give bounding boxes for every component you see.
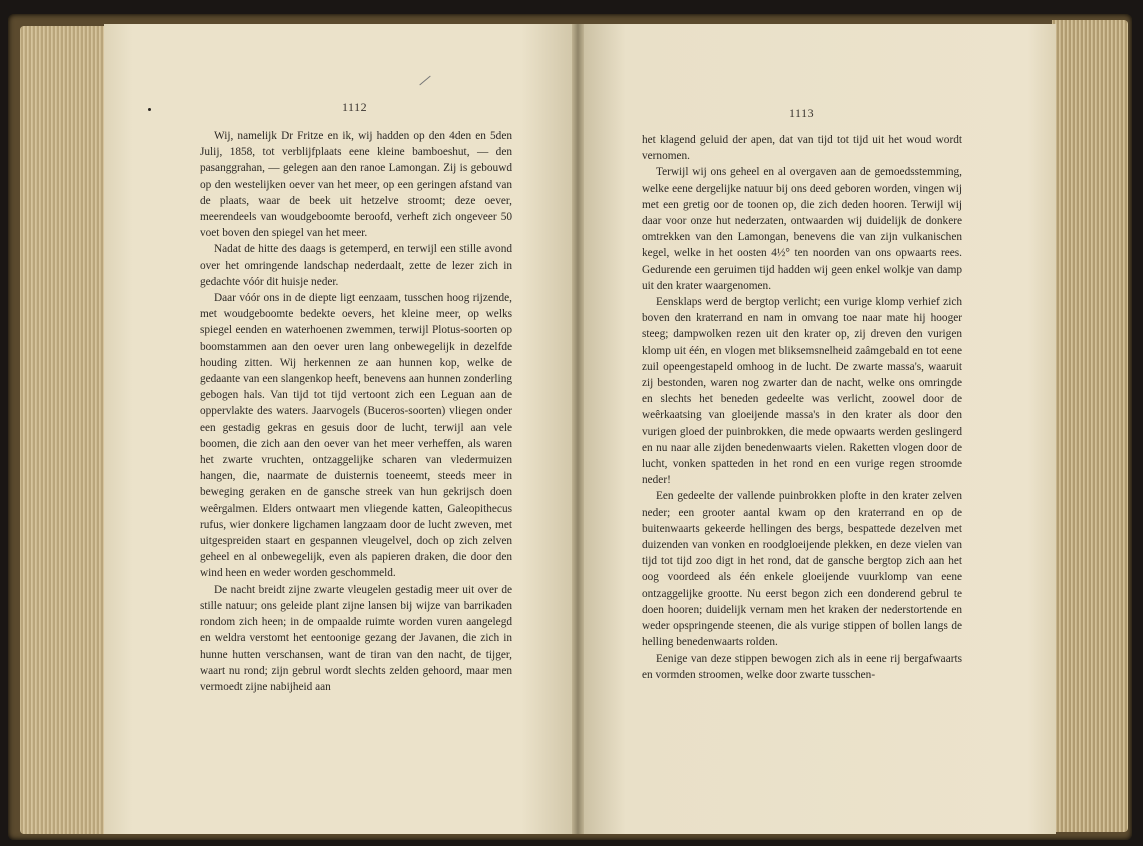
page-edges-left: [20, 26, 112, 834]
paragraph: Een gedeelte der vallende puinbrokken plofte in den krater zelven neder; een grooter aantal kwam op den kraterrand en op de buitenwaarts gekeerde hellingen des bergs, bespattede dezelven met duizenden van vonken en roodgloeijende plekken, en deze vielen van tijd tot tijd zoo digt in het rond, dat de gansche bergtop zich aan het oog voordeed als één enkele gloeijende vuurklomp van eene ontzaggelijke grootte. Nu eerst begon zich een donderend gebrul te doen hooren; duidelijk vernam men het kraken der nederstortende en weder opspringende steenen, die als vurige stippen of bollen langs de helling benedenwaarts rolden.: [642, 490, 962, 649]
paragraph: Eenige van deze stippen bewogen zich als in eene rij bergafwaarts en vormden stroomen, welke door zwarte tusschen-: [642, 652, 962, 681]
paragraph: De nacht breidt zijne zwarte vleugelen gestadig meer uit over de stille natuur; ons geleide plant zijne lansen bij wijze van barrikaden rondom zich heen; in de ompaalde ruimte worden vuren aangelegd en weldra verstomt het eentoonige gezang der Javanen, die zich in hunne hutten verschansen, want de tiran van den nacht, de tijger, waart nu rond; zijn gebrul wordt slechts zelden gehoord, maar men vermoedt zijne nabijheid aan: [200, 583, 512, 693]
paragraph: Eensklaps werd de bergtop verlicht; een vurige klomp verhief zich boven den kraterrand en nam in omvang toe naar mate hij hooger steeg; dampwolken rezen uit den krater op, zij dreven den vurigen klomp uit één, en vlogen met bliksemsnelheid zaâmgebald en tot eene zuil opeengestapeld omhoog in de lucht. De zwarte massa's, waaruit zij bestonden, waren nog zwarter dan de nacht, welke ons omringde en slechts het beneden gedeelte was verlicht, zoowel door de weêrkaatsing van gloeijende massa's in den krater als door den vurigen gloed der puinbrokken, die mede opwaarts werden geslingerd en nu naar alle zijden benedenwaarts vielen. Raketten vlogen door de lucht, vonken spatteden in het rond en een vurige regen stroomde neder!: [642, 296, 962, 487]
paragraph: Terwijl wij ons geheel en al overgaven aan de gemoedsstemming, welke eene dergelijke natuur bij ons deed geboren worden, vingen wij met een gretig oor de toonen op, die zich deden hooren. Terwijl wij daar voor onze hut nederzaten, ontwaarden wij duidelijk de donkere omtrekken van den Lamongan, benevens die van zijn vulkanischen kegel, welke in het oosten 4½° ten noorden van ons opwaarts rees. Gedurende een geruimen tijd hadden wij geen enkel wolkje van damp uit den krater waargenomen.: [642, 166, 962, 292]
page-edges-right: [1052, 20, 1128, 832]
paragraph: Daar vóór ons in de diepte ligt eenzaam, tusschen hoog rijzende, met woudgeboomte bedekte oevers, het kleine meer, op welks spiegel eenden en waterhoenen zwemmen, terwijl Plotus-soorten op boomstammen aan den oever uren lang onbewegelijk in dezelfde houding zitten. Wij herkennen ze aan hunnen kop, welke de gedaante van een slangenkop heeft, benevens aan hunnen zonderling gebogen hals. Van tijd tot tijd vertoont zich een Leguan aan de oppervlakte des waters. Jaarvogels (Buceros-soorten) vliegen onder een gestadig gekras en gesuis door de lucht, terwijl aan vele boomen, die zich aan den oever van het meer verheffen, als waren het zwarte vruchten, ontzaggelijke scharen van vledermuizen hangen, die, naarmate de duisternis toeneemt, steeds meer in beweging geraken en de gansche streek van hun gekrijsch doen weêrgalmen. Elders ontwaart men vliegende katten, Galeopithecus rufus, wier donkere ligchamen langzaam door de lucht zweven, met uitgespreiden staart en gespannen vleugelvel, doch op zich zelven geheel en al onbewegelijk, even als papieren draken, die door den wind heen en weder worden geschommeld.: [200, 292, 512, 580]
left-page-text: [200, 128, 512, 695]
book-gutter: [572, 24, 584, 834]
paragraph: Nadat de hitte des daags is getemperd, en terwijl een stille avond over het omringende landschap nederdaalt, zette de lezer zich in gedachte vóór dit huisje neder.: [200, 243, 512, 288]
paragraph: het klagend geluid der apen, dat van tijd tot tijd uit het woud wordt vernomen.: [642, 134, 962, 163]
ink-dot-mark: [148, 108, 151, 111]
paragraph: Wij, namelijk Dr Fritze en ik, wij hadden op den 4den en 5den Julij, 1858, tot verblijfplaats eene kleine bamboeshut, — den pasanggrahan, — gelegen aan den ranoe Lamongan. Zij is gebouwd op den westelijken oever van het meer, op een geringen afstand van de plaats, waar de beek uit hetzelve stroomt; deze oever, meerendeels van woudgeboomte beroofd, verheft zich ongeveer 50 voet boven den spiegel van het meer.: [200, 130, 512, 240]
right-page-text: [642, 132, 962, 683]
left-page-number: 1112: [342, 100, 368, 114]
right-page-number: 1113: [789, 106, 815, 120]
